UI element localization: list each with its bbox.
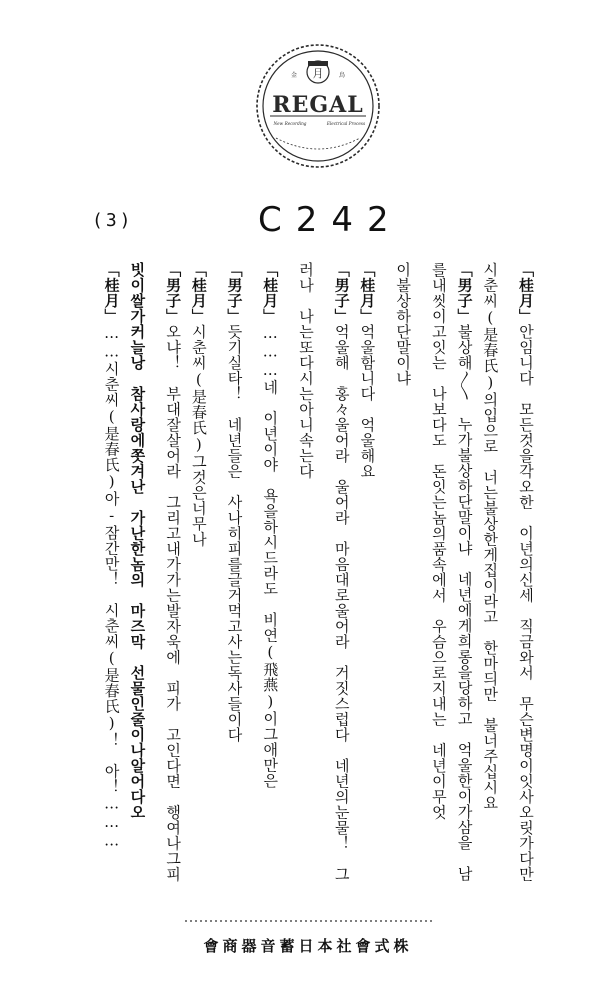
speaker-label: 「桂月」 <box>102 262 121 324</box>
script-line <box>126 262 152 912</box>
record-number: C242 <box>258 200 403 240</box>
vertical-script-text <box>100 262 540 922</box>
label-emblem-glyph: 月 <box>312 67 324 80</box>
dialogue-text: 시춘씨(是春氏)의입으로 너는불상한게집이라고 한마듸만 불너주십시요 <box>481 262 500 811</box>
speaker-label: 「男子」 <box>455 262 474 324</box>
script-line <box>223 262 249 912</box>
dialogue-text: ……시춘씨(是春氏)아-잠간만！ 시춘씨(是春氏)！ 아！……… <box>102 324 121 850</box>
speaker-label: 「男子」 <box>164 262 183 324</box>
label-left-glyph: 金 <box>290 72 298 79</box>
script-line <box>453 262 479 912</box>
script-line <box>161 262 187 912</box>
regal-logo-graphic <box>254 42 382 170</box>
script-line <box>330 262 356 912</box>
script-line <box>356 262 382 912</box>
footer-dotted-rule <box>185 918 435 924</box>
script-line <box>294 262 320 912</box>
speaker-label: 「桂月」 <box>189 262 208 324</box>
dialogue-text: 듯기실타！ 네년들은 사나히피를글거먹고사는독사들이다 <box>225 324 244 743</box>
company-name: 會商器音蓄日本社會式株 <box>203 937 413 955</box>
script-line <box>514 262 540 912</box>
speaker-label: 「桂月」 <box>517 262 535 324</box>
dialogue-text: 안임니다 모든것을각오한 이년의신세 직금와서 무슨변명이잇사오릿가다만 <box>517 324 535 882</box>
dialogue-text: 러나 나는또다시는아니속는다 <box>296 262 315 479</box>
speaker-label: 「男子」 <box>225 262 244 324</box>
dialogue-text: 빗이쌀가커늘낭 참사랑에쫏겨난 가난한놈의 마즈막 선물인줄이나알어다오 <box>128 262 147 820</box>
script-line <box>100 262 126 912</box>
speaker-label: 「桂月」 <box>358 262 377 324</box>
dialogue-text: 오냐！ 부대잘살어라 그리고내가가는발자욱에 피가 고인다면 행여나그피 <box>164 324 183 882</box>
dialogue-text: 억울해 홍々울어라 울어라 마음대로울어라 거짓스럽다 네년의눈물！ 그 <box>332 324 351 882</box>
regal-record-label-logo <box>254 42 382 170</box>
dialogue-text: 이불상하단말이냐 <box>394 262 413 386</box>
dialogue-text: 불상해〳〵 누가불상하단말이냐 네년에게희롱을당하고 억울한이가삼을 남 <box>455 324 474 882</box>
script-line <box>259 262 285 912</box>
script-line <box>427 262 453 912</box>
dialogue-text: ………네 이년이야 욕을하시드라도 비연(飛燕)이그애만은 <box>261 324 280 789</box>
speaker-label: 「男子」 <box>332 262 351 324</box>
page-number: (3) <box>92 210 134 231</box>
script-line <box>187 262 213 912</box>
script-line <box>479 262 505 912</box>
script-line <box>391 262 417 912</box>
label-right-glyph: 鳥 <box>338 72 346 79</box>
label-brand-text: REGAL <box>272 92 364 118</box>
label-sub-left-text: New Recording <box>273 121 307 126</box>
dialogue-text: 억울함니다 억울해요 <box>358 324 377 479</box>
dialogue-text: 시춘씨(是春氏)그것은너무나 <box>189 324 208 547</box>
label-sub-right-text: Electrical Process <box>326 121 366 126</box>
speaker-label: 「桂月」 <box>261 262 280 324</box>
dialogue-text: 를내씻이고잇는 나보다도 돈잇는놈의품속에서 우슴으로지내는 네년이무엇 <box>429 262 448 820</box>
